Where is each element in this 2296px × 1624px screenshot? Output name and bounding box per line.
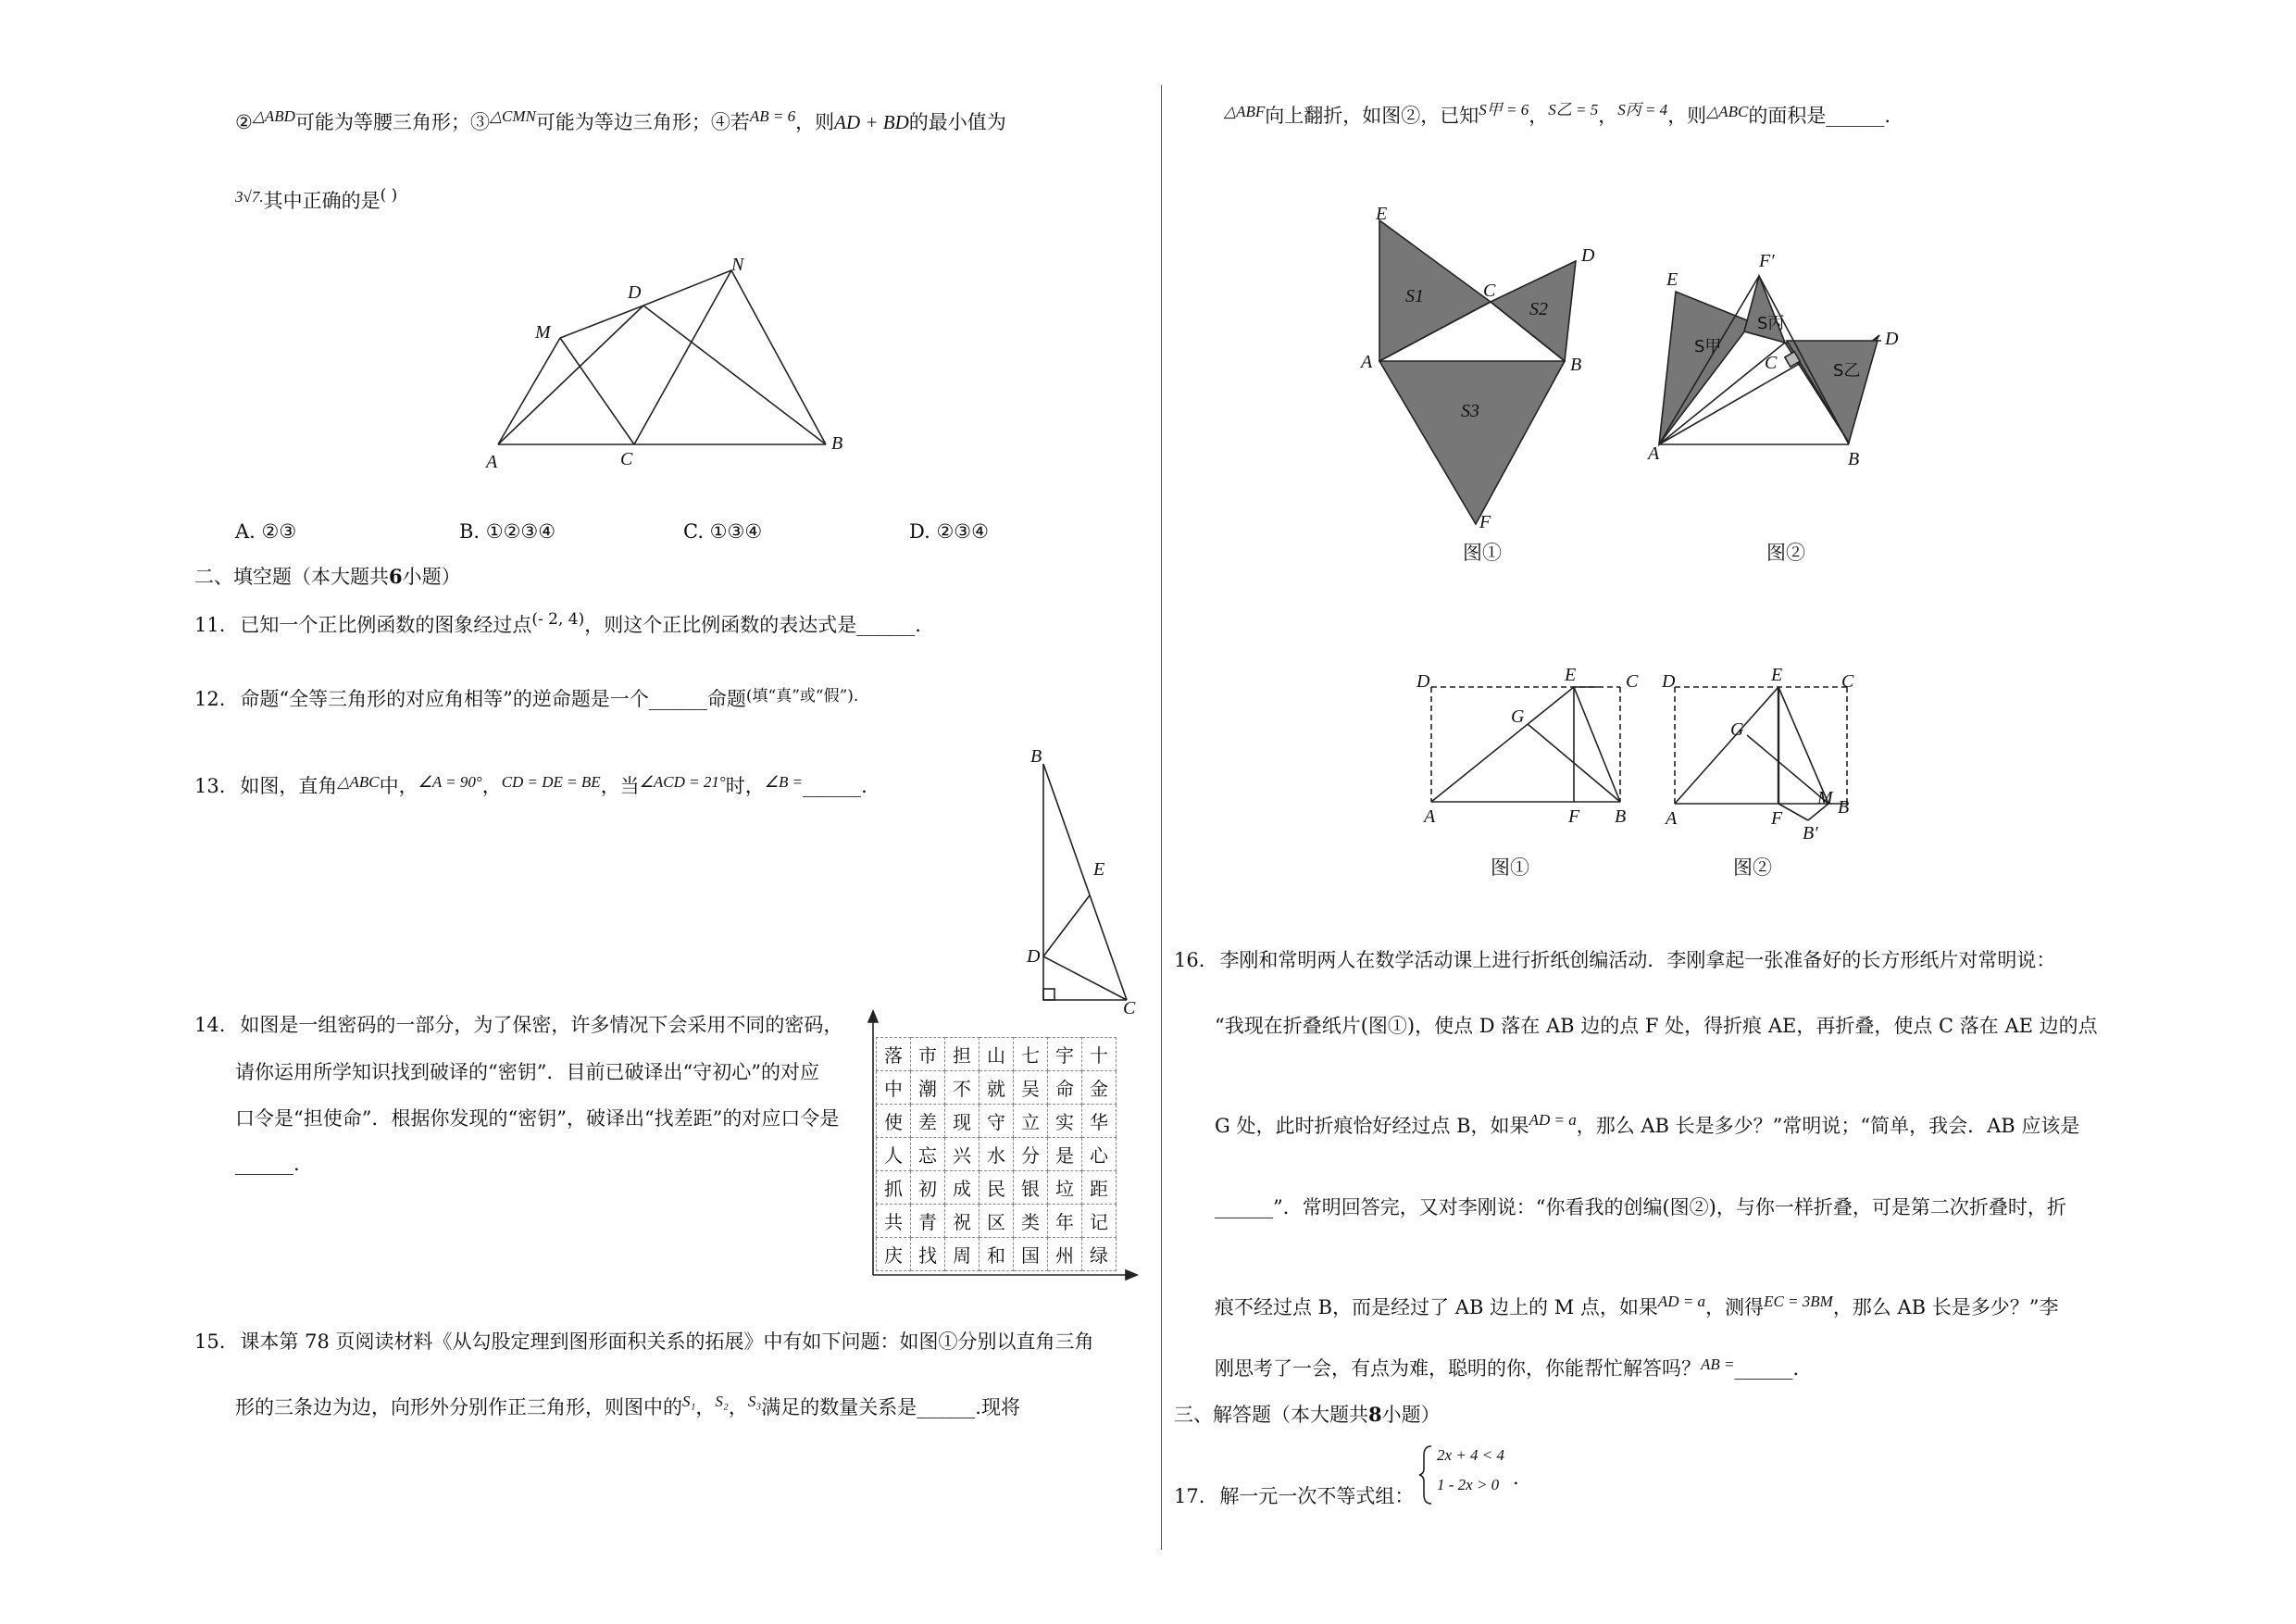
q16-figure-2 [1662,667,1903,843]
cipher-cell: 使 [877,1105,911,1138]
q10-option-b[interactable]: B. ①②③④ [459,520,556,543]
q13-figure [1023,745,1136,1018]
q16-line5: 痕不经过点 B，而是经过了 AB 边上的 M 点，如果$^{AD = a}$，测得$^{EC = 3BM}$，那么 AB 长是多少？”李 [1215,1293,2059,1318]
q16-line1: 16. 李刚和常明两人在数学活动课上进行折纸创编活动．李刚拿起一张准备好的长方形纸片对常明说： [1174,949,2056,971]
cipher-cell: 命 [1048,1071,1082,1105]
fig15-1-caption: 图① [1463,542,1502,564]
fig16-1-caption: 图① [1491,856,1529,879]
fig16-2-caption: 图② [1733,856,1772,879]
cipher-cell: 绿 [1082,1238,1117,1271]
cipher-cell: 心 [1082,1138,1117,1171]
cipher-cell: 银 [1014,1171,1048,1205]
cipher-row [877,1238,1117,1271]
cipher-cell: 市 [911,1038,945,1071]
q13-label-e: E [1093,859,1105,880]
cipher-row [877,1038,1117,1071]
q13-label-d: D [1027,946,1041,967]
fig15-2-label-d: D [1885,329,1899,349]
fig15-1-label-c: C [1483,281,1496,301]
q15-figure-1 [1352,204,1602,546]
fig15-1-label-s2: S2 [1529,299,1548,319]
fig16-2-label-g: G [1730,719,1744,740]
q14-line2: 请你运用所学知识找到破译的“密钥”．目前已破译出“守初心”的对应 [235,1061,819,1083]
q16-line2: “我现在折叠纸片(图①)，使点 D 落在 AB 边的点 F 处，得折痕 AE，再折叠，使点 C 落在 AE 边的点 [1215,1015,2098,1037]
cipher-cell: 就 [980,1071,1014,1105]
cipher-cell: 实 [1048,1105,1082,1138]
cipher-cell: 类 [1014,1205,1048,1238]
fig15-2-label-f: F′ [1759,251,1775,271]
fig15-1-label-e: E [1376,204,1388,224]
cipher-cell: 差 [911,1105,945,1138]
cipher-cell: 祝 [945,1205,980,1238]
cipher-cell: 周 [945,1238,980,1271]
section2-heading: 二、填空题（本大题共6小题） [194,565,461,588]
cipher-cell: 不 [945,1071,980,1105]
q10-figure [481,250,852,472]
cipher-cell: 初 [911,1171,945,1205]
cipher-cell: 吴 [1014,1071,1048,1105]
q17-period: . [1513,1467,1519,1489]
q13: 13. 如图，直角$^{\triangle ABC}$中，$^{\angle A = 90^\circ}$，$^{CD = DE = BE}$，当$^{\angle ACD = 21^\circ}$时，$^{\angle B =}$______. [194,773,867,797]
cipher-cell: 宇 [1048,1038,1082,1071]
fig16-1-label-b: B [1615,806,1627,827]
cipher-cell: 和 [980,1238,1014,1271]
fig16-1-label-e: E [1565,665,1577,685]
fig15-2-label-b: B [1848,449,1860,469]
fig16-2-label-e: E [1771,665,1783,685]
cipher-cell: 距 [1082,1171,1117,1205]
column-divider [1161,85,1162,1550]
cipher-cell: 现 [945,1105,980,1138]
q17: 17. 解一元一次不等式组： [1174,1485,1415,1507]
cipher-row [877,1205,1117,1238]
q13-label-c: C [1123,998,1136,1018]
cipher-cell: 七 [1014,1038,1048,1071]
q16-line4: ______”．常明回答完，又对李刚说：“你看我的创编(图②)，与你一样折叠，可是第二次折叠时，折 [1215,1196,2066,1218]
cipher-cell: 金 [1082,1071,1117,1105]
cipher-cell: 区 [980,1205,1014,1238]
cipher-cell: 是 [1048,1138,1082,1171]
cipher-cell: 落 [877,1038,911,1071]
q16-figure-1 [1416,667,1666,833]
cipher-cell: 兴 [945,1138,980,1171]
fig15-2-label-c: C [1765,353,1778,373]
cipher-cell: 忘 [911,1138,945,1171]
q16-line6: 刚思考了一会，有点为难，聪明的你，你能帮忙解答吗？$^{AB =}$______. [1215,1355,1800,1380]
section3-heading: 三、解答题（本大题共8小题） [1174,1403,1441,1426]
q11: 11. 已知一个正比例函数的图象经过点$^{(- 2, 4)}$，则这个正比例函数的表达式是______. [194,610,921,636]
fig15-1-label-a: A [1361,352,1373,372]
fig15-1-label-d: D [1581,245,1595,266]
q17-inequality-2: 1 - 2x > 0 [1437,1476,1500,1493]
cipher-cell: 成 [945,1171,980,1205]
cipher-row [877,1138,1117,1171]
q17-system-brace [1418,1443,1437,1507]
fig16-1-label-a: A [1424,806,1436,827]
fig16-1-label-c: C [1626,671,1639,692]
fig16-1-label-d: D [1416,671,1430,692]
cipher-row [877,1071,1117,1105]
fig15-1-label-s1: S1 [1405,286,1424,306]
cipher-cell: 国 [1014,1238,1048,1271]
q14-line3: 口令是“担使命”．根据你发现的“密钥”，破译出“找差距”的对应口令是 [235,1107,840,1130]
q10-label-m: M [535,322,551,343]
q10-line2: $^{3√7.}$其中正确的是( ) [235,186,398,212]
q10-option-c[interactable]: C. ①③④ [683,520,763,543]
cipher-cell: 担 [945,1038,980,1071]
q10-label-n: N [731,255,744,275]
cipher-cell: 庆 [877,1238,911,1271]
fig16-2-label-d: D [1662,671,1676,692]
q10-line1: ②$^{\triangle ABD}$可能为等腰三角形；③$^{\triangle CMN}$可能为等边三角形；④若$^{AB = 6}$，则AD + BD的最小值为 [235,107,1006,133]
fig15-2-label-a: A [1648,443,1660,464]
cipher-cell: 抓 [877,1171,911,1205]
q16-line3: G 处，此时折痕恰好经过点 B，如果$^{AD = a}$，那么 AB 长是多少？”常明说；“简单，我会．AB 应该是 [1215,1111,2080,1137]
q15-line2: 形的三条边为边，向形外分别作正三角形，则图中的$^{S_1}$，$^{S_2}$，$^{S_3}$满足的数量关系是______.现将 [235,1393,1020,1418]
fig16-1-label-g: G [1511,706,1525,727]
q10-option-d[interactable]: D. ②③④ [909,520,989,543]
cipher-cell: 十 [1082,1038,1117,1071]
fig15-2-label-e: E [1666,269,1678,290]
q15-figure-2 [1648,251,1935,472]
q12: 12. 命题“全等三角形的对应角相等”的逆命题是一个______命题$^{(填“真”或“假”).}$ [194,687,859,710]
cipher-cell: 州 [1048,1238,1082,1271]
q13-label-b: B [1030,746,1042,767]
q14-line1: 14. 如图是一组密码的一部分，为了保密，许多情况下会采用不同的密码， [194,1014,843,1036]
fig15-1-label-b: B [1570,355,1582,375]
cipher-cell: 垃 [1048,1171,1082,1205]
fig16-1-label-f: F [1568,806,1580,827]
q15-line1: 15. 课本第 78 页阅读材料《从勾股定理到图形面积关系的拓展》中有如下问题：如图①分别以直角三角 [194,1330,1094,1353]
cipher-cell: 年 [1048,1205,1082,1238]
cipher-cell: 立 [1014,1105,1048,1138]
fig16-2-label-f: F [1771,808,1783,829]
cipher-cell: 共 [877,1205,911,1238]
fig15-2-caption: 图② [1766,542,1805,564]
cipher-cell: 分 [1014,1138,1048,1171]
cipher-row [877,1105,1117,1138]
q15-continued: $^{\triangle ABF}$向上翻折，如图②，已知$^{S甲 = 6}$，$^{S乙 = 5}$，$^{S丙 = 4}$，则$^{\triangle ABC}$的面积是______. [1224,101,1891,127]
q10-label-d: D [628,282,642,303]
fig16-2-label-a: A [1666,808,1678,829]
q10-label-b: B [831,433,843,454]
cipher-cell: 山 [980,1038,1014,1071]
fig15-1-label-f: F [1479,512,1491,532]
fig16-2-label-bp: B′ [1803,823,1818,843]
fig15-2-label-sjia: S甲 [1694,337,1722,356]
fig16-2-label-m: M [1817,788,1833,808]
cipher-cell: 中 [877,1071,911,1105]
cipher-row [877,1171,1117,1205]
cipher-cell: 潮 [911,1071,945,1105]
q10-label-a: A [486,452,498,472]
cipher-cell: 青 [911,1205,945,1238]
cipher-cell: 找 [911,1238,945,1271]
q10-option-a[interactable]: A. ②③ [235,520,297,543]
cipher-cell: 华 [1082,1105,1117,1138]
cipher-cell: 人 [877,1138,911,1171]
q10-label-c: C [620,449,633,469]
fig16-2-label-b: B [1838,797,1850,818]
fig16-2-label-c: C [1841,671,1854,692]
q14-line4: ______. [235,1153,300,1175]
fig15-2-label-sbing: S丙 [1757,314,1785,333]
cipher-cell: 水 [980,1138,1014,1171]
cipher-cell: 民 [980,1171,1014,1205]
q17-inequality-1: 2x + 4 < 4 [1437,1446,1504,1464]
cipher-cell: 记 [1082,1205,1117,1238]
cipher-cell: 守 [980,1105,1014,1138]
fig15-2-label-syi: S乙 [1833,361,1861,381]
fig15-1-label-s3: S3 [1461,401,1479,421]
q14-cipher-grid [876,1037,1117,1271]
